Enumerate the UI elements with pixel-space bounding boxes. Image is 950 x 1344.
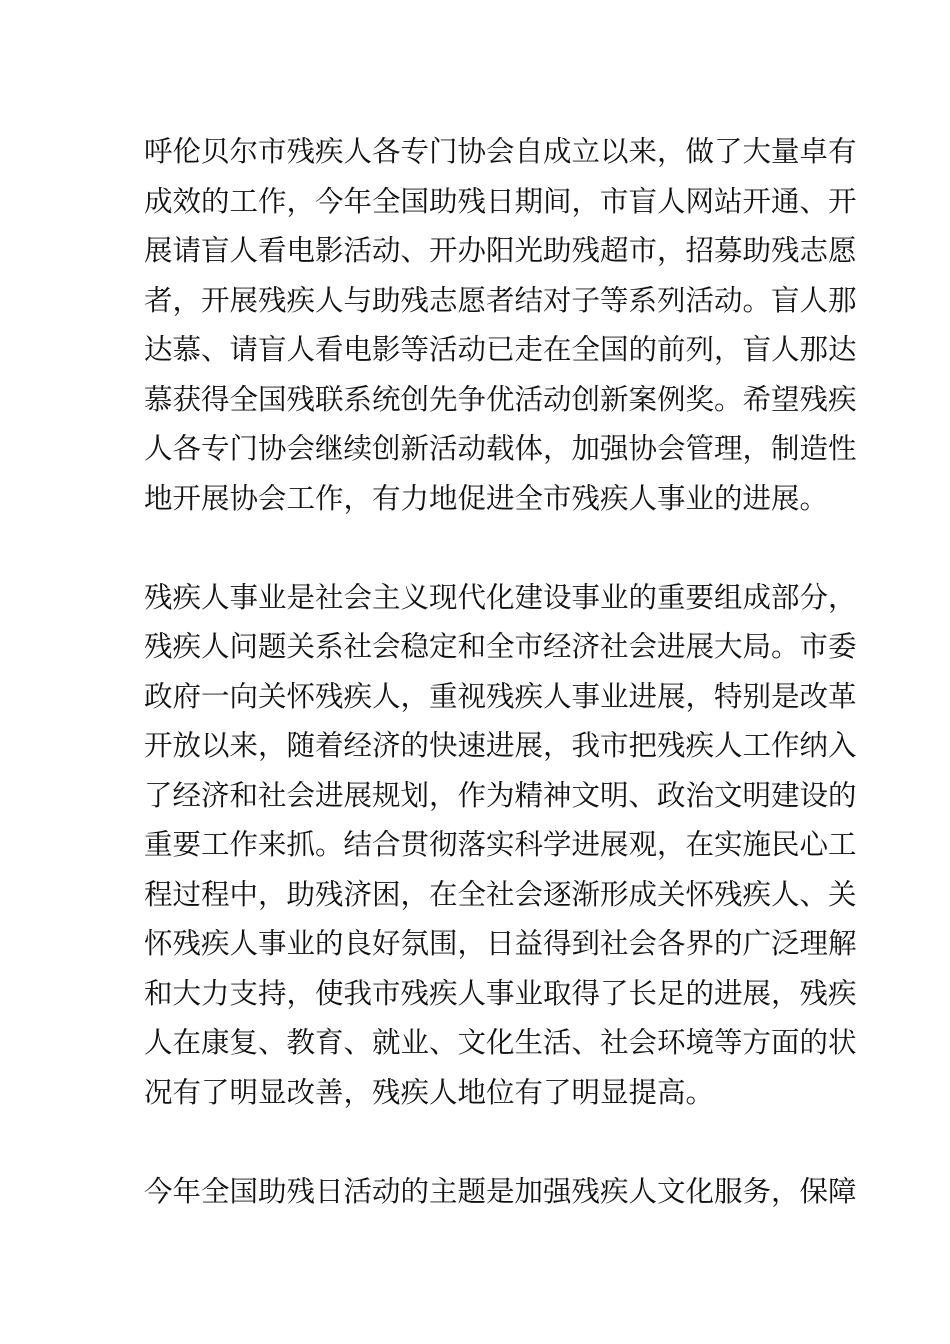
paragraph-1 (144, 127, 857, 523)
paragraph-2 (144, 573, 857, 1118)
text-line: 地开展协会工作，有力地促进全市残疾人事业的进展。 (144, 481, 829, 515)
text-line: 怀残疾人事业的良好氛围，日益得到社会各界的广泛理解 (144, 927, 857, 960)
text-line: 人在康复、教育、就业、文化生活、社会环境等方面的状 (144, 1026, 857, 1059)
text-line: 残疾人事业是社会主义现代化建设事业的重要组成部分， (144, 580, 857, 614)
text-line: 残疾人问题关系社会稳定和全市经济社会进展大局。市委 (144, 630, 857, 663)
text-line: 成效的工作，今年全国助残日期间，市盲人网站开通、开 (144, 184, 857, 218)
text-line: 和大力支持，使我市残疾人事业取得了长足的进展，残疾 (144, 976, 857, 1010)
text-line: 了经济和社会进展规划，作为精神文明、政治文明建设的 (144, 778, 857, 812)
text-line: 展请盲人看电影活动、开办阳光助残超市，招募助残志愿 (144, 234, 857, 267)
paragraph-gap (144, 1117, 814, 1167)
text-line: 程过程中，助残济困，在全社会逐渐形成关怀残疾人、关 (144, 877, 857, 911)
paragraph-3 (144, 1167, 857, 1217)
text-line: 人各专门协会继续创新活动载体，加强协会管理，制造性 (144, 432, 857, 465)
text-line: 呼伦贝尔市残疾人各专门协会自成立以来，做了大量卓有 (144, 135, 857, 168)
text-line: 慕获得全国残联系统创先争优活动创新案例奖。希望残疾 (144, 382, 857, 416)
paragraph-gap (144, 523, 814, 573)
text-line: 况有了明显改善，残疾人地位有了明显提高。 (144, 1075, 715, 1109)
text-line: 重要工作来抓。结合贯彻落实科学进展观，在实施民心工 (144, 828, 857, 861)
text-line: 开放以来，随着经济的快速进展，我市把残疾人工作纳入 (144, 729, 857, 762)
text-line: 达慕、请盲人看电影等活动已走在全国的前列，盲人那达 (144, 333, 857, 366)
text-line: 政府一向关怀残疾人，重视残疾人事业进展，特别是改革 (144, 679, 857, 713)
document-body (144, 127, 857, 1216)
text-line: 今年全国助残日活动的主题是加强残疾人文化服务，保障 (144, 1174, 857, 1208)
text-line: 者，开展残疾人与助残志愿者结对子等系列活动。盲人那 (144, 283, 857, 317)
